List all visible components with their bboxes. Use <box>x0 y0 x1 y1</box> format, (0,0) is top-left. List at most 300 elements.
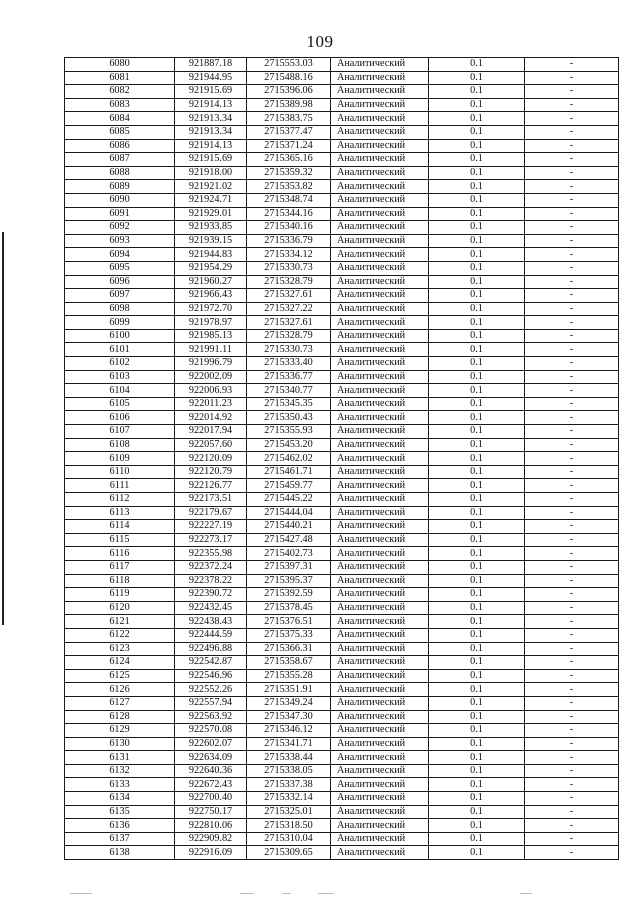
cell-x-coordinate: 921918.00 <box>175 166 247 180</box>
cell-x-coordinate: 921929.01 <box>175 207 247 221</box>
cell-note: - <box>525 316 619 330</box>
cell-method: Аналитический <box>331 846 429 860</box>
cell-method: Аналитический <box>331 533 429 547</box>
table-row <box>65 533 619 547</box>
cell-method: Аналитический <box>331 261 429 275</box>
cell-point-number: 6084 <box>65 112 175 126</box>
cell-accuracy: 0.1 <box>429 656 525 670</box>
table-row <box>65 261 619 275</box>
cell-x-coordinate: 922011.23 <box>175 397 247 411</box>
cell-accuracy: 0.1 <box>429 180 525 194</box>
cell-accuracy: 0.1 <box>429 737 525 751</box>
cell-method: Аналитический <box>331 683 429 697</box>
cell-y-coordinate: 2715336.79 <box>247 234 331 248</box>
cell-note: - <box>525 778 619 792</box>
cell-accuracy: 0.1 <box>429 248 525 262</box>
cell-point-number: 6128 <box>65 710 175 724</box>
table-row <box>65 397 619 411</box>
table-row <box>65 628 619 642</box>
cell-point-number: 6090 <box>65 193 175 207</box>
cell-method: Аналитический <box>331 248 429 262</box>
cell-y-coordinate: 2715355.93 <box>247 425 331 439</box>
cell-note: - <box>525 329 619 343</box>
cell-y-coordinate: 2715378.45 <box>247 601 331 615</box>
cell-x-coordinate: 922006.93 <box>175 384 247 398</box>
cell-accuracy: 0.1 <box>429 846 525 860</box>
table-row <box>65 302 619 316</box>
cell-accuracy: 0.1 <box>429 289 525 303</box>
cell-method: Аналитический <box>331 669 429 683</box>
cell-method: Аналитический <box>331 166 429 180</box>
cell-y-coordinate: 2715328.79 <box>247 275 331 289</box>
cell-y-coordinate: 2715353.82 <box>247 180 331 194</box>
cell-accuracy: 0.1 <box>429 384 525 398</box>
cell-method: Аналитический <box>331 832 429 846</box>
cell-note: - <box>525 370 619 384</box>
cell-x-coordinate: 921944.83 <box>175 248 247 262</box>
cell-note: - <box>525 207 619 221</box>
cell-accuracy: 0.1 <box>429 261 525 275</box>
cell-method: Аналитический <box>331 125 429 139</box>
cell-note: - <box>525 234 619 248</box>
cell-y-coordinate: 2715341.71 <box>247 737 331 751</box>
cell-y-coordinate: 2715340.16 <box>247 221 331 235</box>
cell-accuracy: 0.1 <box>429 724 525 738</box>
cell-accuracy: 0.1 <box>429 357 525 371</box>
cell-point-number: 6112 <box>65 493 175 507</box>
table-row <box>65 696 619 710</box>
cell-point-number: 6098 <box>65 302 175 316</box>
cell-note: - <box>525 574 619 588</box>
cell-y-coordinate: 2715330.73 <box>247 261 331 275</box>
cell-note: - <box>525 493 619 507</box>
cell-point-number: 6092 <box>65 221 175 235</box>
cell-accuracy: 0.1 <box>429 574 525 588</box>
cell-x-coordinate: 921887.18 <box>175 58 247 72</box>
cell-accuracy: 0.1 <box>429 234 525 248</box>
cell-accuracy: 0.1 <box>429 316 525 330</box>
cell-method: Аналитический <box>331 751 429 765</box>
cell-point-number: 6114 <box>65 520 175 534</box>
table-row <box>65 248 619 262</box>
cell-point-number: 6133 <box>65 778 175 792</box>
cell-y-coordinate: 2715309.65 <box>247 846 331 860</box>
cell-point-number: 6089 <box>65 180 175 194</box>
cell-method: Аналитический <box>331 452 429 466</box>
table-row <box>65 425 619 439</box>
cell-method: Аналитический <box>331 792 429 806</box>
cell-y-coordinate: 2715553.03 <box>247 58 331 72</box>
table-body <box>65 58 619 860</box>
cell-point-number: 6080 <box>65 58 175 72</box>
cell-note: - <box>525 58 619 72</box>
cell-note: - <box>525 846 619 860</box>
cell-point-number: 6108 <box>65 438 175 452</box>
cell-method: Аналитический <box>331 628 429 642</box>
cell-accuracy: 0.1 <box>429 193 525 207</box>
cell-x-coordinate: 922672.43 <box>175 778 247 792</box>
coordinates-table <box>64 57 619 860</box>
cell-method: Аналитический <box>331 656 429 670</box>
cell-note: - <box>525 275 619 289</box>
table-row <box>65 234 619 248</box>
cell-point-number: 6083 <box>65 98 175 112</box>
table-row <box>65 384 619 398</box>
cell-x-coordinate: 921939.15 <box>175 234 247 248</box>
table-row <box>65 724 619 738</box>
cell-method: Аналитический <box>331 574 429 588</box>
cell-x-coordinate: 921914.13 <box>175 139 247 153</box>
table-row <box>65 71 619 85</box>
cell-x-coordinate: 922057.60 <box>175 438 247 452</box>
table-row <box>65 221 619 235</box>
table-row <box>65 153 619 167</box>
scan-noise <box>0 893 640 899</box>
cell-note: - <box>525 737 619 751</box>
cell-note: - <box>525 180 619 194</box>
cell-method: Аналитический <box>331 479 429 493</box>
cell-point-number: 6087 <box>65 153 175 167</box>
cell-y-coordinate: 2715345.35 <box>247 397 331 411</box>
cell-note: - <box>525 261 619 275</box>
cell-point-number: 6138 <box>65 846 175 860</box>
cell-accuracy: 0.1 <box>429 302 525 316</box>
cell-note: - <box>525 289 619 303</box>
cell-y-coordinate: 2715338.05 <box>247 764 331 778</box>
cell-note: - <box>525 588 619 602</box>
cell-y-coordinate: 2715344.16 <box>247 207 331 221</box>
cell-note: - <box>525 112 619 126</box>
cell-x-coordinate: 921972.70 <box>175 302 247 316</box>
cell-method: Аналитический <box>331 764 429 778</box>
cell-y-coordinate: 2715376.51 <box>247 615 331 629</box>
cell-point-number: 6119 <box>65 588 175 602</box>
cell-y-coordinate: 2715459.77 <box>247 479 331 493</box>
cell-method: Аналитический <box>331 724 429 738</box>
cell-y-coordinate: 2715310.04 <box>247 832 331 846</box>
cell-method: Аналитический <box>331 357 429 371</box>
coordinates-table-container <box>64 57 618 860</box>
cell-y-coordinate: 2715462.02 <box>247 452 331 466</box>
cell-method: Аналитический <box>331 193 429 207</box>
table-row <box>65 193 619 207</box>
table-row <box>65 560 619 574</box>
cell-accuracy: 0.1 <box>429 71 525 85</box>
table-row <box>65 207 619 221</box>
cell-accuracy: 0.1 <box>429 221 525 235</box>
cell-accuracy: 0.1 <box>429 370 525 384</box>
cell-method: Аналитический <box>331 207 429 221</box>
cell-note: - <box>525 425 619 439</box>
cell-point-number: 6103 <box>65 370 175 384</box>
cell-y-coordinate: 2715349.24 <box>247 696 331 710</box>
cell-method: Аналитический <box>331 275 429 289</box>
cell-x-coordinate: 921944.95 <box>175 71 247 85</box>
cell-method: Аналитический <box>331 778 429 792</box>
cell-note: - <box>525 221 619 235</box>
cell-x-coordinate: 922438.43 <box>175 615 247 629</box>
cell-accuracy: 0.1 <box>429 397 525 411</box>
cell-y-coordinate: 2715440.21 <box>247 520 331 534</box>
cell-note: - <box>525 656 619 670</box>
cell-x-coordinate: 922017.94 <box>175 425 247 439</box>
cell-x-coordinate: 922634.09 <box>175 751 247 765</box>
cell-x-coordinate: 922557.94 <box>175 696 247 710</box>
cell-accuracy: 0.1 <box>429 493 525 507</box>
cell-y-coordinate: 2715371.24 <box>247 139 331 153</box>
table-row <box>65 764 619 778</box>
cell-note: - <box>525 506 619 520</box>
cell-accuracy: 0.1 <box>429 669 525 683</box>
cell-point-number: 6086 <box>65 139 175 153</box>
cell-accuracy: 0.1 <box>429 438 525 452</box>
table-row <box>65 778 619 792</box>
cell-method: Аналитический <box>331 71 429 85</box>
cell-x-coordinate: 921915.69 <box>175 153 247 167</box>
cell-note: - <box>525 479 619 493</box>
cell-note: - <box>525 125 619 139</box>
table-row <box>65 85 619 99</box>
table-row <box>65 479 619 493</box>
cell-accuracy: 0.1 <box>429 560 525 574</box>
cell-note: - <box>525 751 619 765</box>
cell-accuracy: 0.1 <box>429 520 525 534</box>
cell-method: Аналитический <box>331 737 429 751</box>
cell-x-coordinate: 921914.13 <box>175 98 247 112</box>
cell-x-coordinate: 921913.34 <box>175 112 247 126</box>
table-row <box>65 710 619 724</box>
cell-point-number: 6107 <box>65 425 175 439</box>
cell-method: Аналитический <box>331 710 429 724</box>
cell-y-coordinate: 2715347.30 <box>247 710 331 724</box>
cell-x-coordinate: 922179.67 <box>175 506 247 520</box>
cell-note: - <box>525 343 619 357</box>
cell-y-coordinate: 2715318.50 <box>247 819 331 833</box>
table-row <box>65 357 619 371</box>
cell-x-coordinate: 922542.87 <box>175 656 247 670</box>
cell-point-number: 6113 <box>65 506 175 520</box>
cell-note: - <box>525 710 619 724</box>
table-row <box>65 329 619 343</box>
cell-method: Аналитический <box>331 343 429 357</box>
cell-point-number: 6134 <box>65 792 175 806</box>
cell-note: - <box>525 520 619 534</box>
cell-accuracy: 0.1 <box>429 411 525 425</box>
cell-y-coordinate: 2715461.71 <box>247 465 331 479</box>
cell-point-number: 6106 <box>65 411 175 425</box>
cell-accuracy: 0.1 <box>429 628 525 642</box>
cell-y-coordinate: 2715332.14 <box>247 792 331 806</box>
cell-note: - <box>525 438 619 452</box>
cell-y-coordinate: 2715346.12 <box>247 724 331 738</box>
cell-point-number: 6111 <box>65 479 175 493</box>
cell-accuracy: 0.1 <box>429 751 525 765</box>
cell-note: - <box>525 792 619 806</box>
cell-x-coordinate: 921915.69 <box>175 85 247 99</box>
cell-method: Аналитический <box>331 465 429 479</box>
cell-y-coordinate: 2715328.79 <box>247 329 331 343</box>
cell-method: Аналитический <box>331 85 429 99</box>
cell-point-number: 6085 <box>65 125 175 139</box>
table-row <box>65 751 619 765</box>
cell-accuracy: 0.1 <box>429 764 525 778</box>
table-row <box>65 506 619 520</box>
table-row <box>65 58 619 72</box>
cell-accuracy: 0.1 <box>429 139 525 153</box>
table-row <box>65 547 619 561</box>
cell-method: Аналитический <box>331 384 429 398</box>
cell-note: - <box>525 628 619 642</box>
cell-point-number: 6096 <box>65 275 175 289</box>
cell-y-coordinate: 2715350.43 <box>247 411 331 425</box>
cell-y-coordinate: 2715351.91 <box>247 683 331 697</box>
cell-accuracy: 0.1 <box>429 98 525 112</box>
cell-method: Аналитический <box>331 98 429 112</box>
cell-note: - <box>525 696 619 710</box>
cell-y-coordinate: 2715395.37 <box>247 574 331 588</box>
cell-y-coordinate: 2715337.38 <box>247 778 331 792</box>
cell-accuracy: 0.1 <box>429 465 525 479</box>
cell-note: - <box>525 193 619 207</box>
cell-note: - <box>525 71 619 85</box>
cell-y-coordinate: 2715348.74 <box>247 193 331 207</box>
cell-y-coordinate: 2715377.47 <box>247 125 331 139</box>
cell-accuracy: 0.1 <box>429 452 525 466</box>
cell-y-coordinate: 2715336.77 <box>247 370 331 384</box>
margin-binding-line <box>2 232 4 625</box>
cell-note: - <box>525 819 619 833</box>
cell-x-coordinate: 922355.98 <box>175 547 247 561</box>
cell-point-number: 6116 <box>65 547 175 561</box>
cell-note: - <box>525 683 619 697</box>
cell-x-coordinate: 921985.13 <box>175 329 247 343</box>
cell-point-number: 6130 <box>65 737 175 751</box>
cell-point-number: 6118 <box>65 574 175 588</box>
cell-x-coordinate: 922640.36 <box>175 764 247 778</box>
cell-method: Аналитический <box>331 289 429 303</box>
cell-accuracy: 0.1 <box>429 819 525 833</box>
cell-x-coordinate: 922273.17 <box>175 533 247 547</box>
cell-x-coordinate: 922432.45 <box>175 601 247 615</box>
table-row <box>65 615 619 629</box>
cell-point-number: 6124 <box>65 656 175 670</box>
cell-y-coordinate: 2715427.48 <box>247 533 331 547</box>
cell-accuracy: 0.1 <box>429 778 525 792</box>
cell-x-coordinate: 921954.29 <box>175 261 247 275</box>
cell-x-coordinate: 922444.59 <box>175 628 247 642</box>
cell-accuracy: 0.1 <box>429 506 525 520</box>
cell-method: Аналитический <box>331 601 429 615</box>
table-row <box>65 846 619 860</box>
table-row <box>65 370 619 384</box>
cell-y-coordinate: 2715325.01 <box>247 805 331 819</box>
cell-point-number: 6115 <box>65 533 175 547</box>
cell-accuracy: 0.1 <box>429 601 525 615</box>
cell-y-coordinate: 2715366.31 <box>247 642 331 656</box>
cell-y-coordinate: 2715392.59 <box>247 588 331 602</box>
page-number: 109 <box>306 32 334 51</box>
cell-point-number: 6109 <box>65 452 175 466</box>
cell-x-coordinate: 922126.77 <box>175 479 247 493</box>
cell-x-coordinate: 922372.24 <box>175 560 247 574</box>
cell-method: Аналитический <box>331 397 429 411</box>
cell-note: - <box>525 357 619 371</box>
cell-point-number: 6105 <box>65 397 175 411</box>
cell-method: Аналитический <box>331 302 429 316</box>
cell-accuracy: 0.1 <box>429 207 525 221</box>
cell-method: Аналитический <box>331 560 429 574</box>
cell-y-coordinate: 2715402.73 <box>247 547 331 561</box>
table-row <box>65 411 619 425</box>
cell-accuracy: 0.1 <box>429 125 525 139</box>
cell-accuracy: 0.1 <box>429 696 525 710</box>
cell-accuracy: 0.1 <box>429 85 525 99</box>
table-row <box>65 656 619 670</box>
cell-point-number: 6095 <box>65 261 175 275</box>
cell-y-coordinate: 2715340.77 <box>247 384 331 398</box>
cell-note: - <box>525 832 619 846</box>
cell-accuracy: 0.1 <box>429 329 525 343</box>
cell-method: Аналитический <box>331 615 429 629</box>
cell-method: Аналитический <box>331 316 429 330</box>
cell-point-number: 6104 <box>65 384 175 398</box>
cell-accuracy: 0.1 <box>429 615 525 629</box>
cell-y-coordinate: 2715334.12 <box>247 248 331 262</box>
cell-method: Аналитический <box>331 493 429 507</box>
cell-method: Аналитический <box>331 520 429 534</box>
cell-point-number: 6088 <box>65 166 175 180</box>
cell-method: Аналитический <box>331 112 429 126</box>
cell-accuracy: 0.1 <box>429 547 525 561</box>
cell-accuracy: 0.1 <box>429 642 525 656</box>
cell-note: - <box>525 85 619 99</box>
cell-accuracy: 0.1 <box>429 166 525 180</box>
cell-point-number: 6127 <box>65 696 175 710</box>
cell-method: Аналитический <box>331 234 429 248</box>
cell-y-coordinate: 2715355.28 <box>247 669 331 683</box>
cell-point-number: 6131 <box>65 751 175 765</box>
cell-note: - <box>525 384 619 398</box>
cell-accuracy: 0.1 <box>429 425 525 439</box>
cell-note: - <box>525 397 619 411</box>
cell-accuracy: 0.1 <box>429 343 525 357</box>
cell-point-number: 6132 <box>65 764 175 778</box>
cell-accuracy: 0.1 <box>429 792 525 806</box>
cell-method: Аналитический <box>331 425 429 439</box>
table-row <box>65 452 619 466</box>
cell-x-coordinate: 921978.97 <box>175 316 247 330</box>
cell-method: Аналитический <box>331 547 429 561</box>
cell-note: - <box>525 98 619 112</box>
table-row <box>65 275 619 289</box>
cell-y-coordinate: 2715327.22 <box>247 302 331 316</box>
cell-method: Аналитический <box>331 221 429 235</box>
cell-x-coordinate: 921924.71 <box>175 193 247 207</box>
table-row <box>65 601 619 615</box>
table-row <box>65 493 619 507</box>
cell-x-coordinate: 922810.06 <box>175 819 247 833</box>
table-row <box>65 737 619 751</box>
cell-point-number: 6094 <box>65 248 175 262</box>
cell-y-coordinate: 2715365.16 <box>247 153 331 167</box>
cell-point-number: 6125 <box>65 669 175 683</box>
cell-x-coordinate: 922909.82 <box>175 832 247 846</box>
cell-y-coordinate: 2715359.32 <box>247 166 331 180</box>
cell-accuracy: 0.1 <box>429 832 525 846</box>
cell-point-number: 6110 <box>65 465 175 479</box>
cell-point-number: 6121 <box>65 615 175 629</box>
cell-x-coordinate: 921933.85 <box>175 221 247 235</box>
